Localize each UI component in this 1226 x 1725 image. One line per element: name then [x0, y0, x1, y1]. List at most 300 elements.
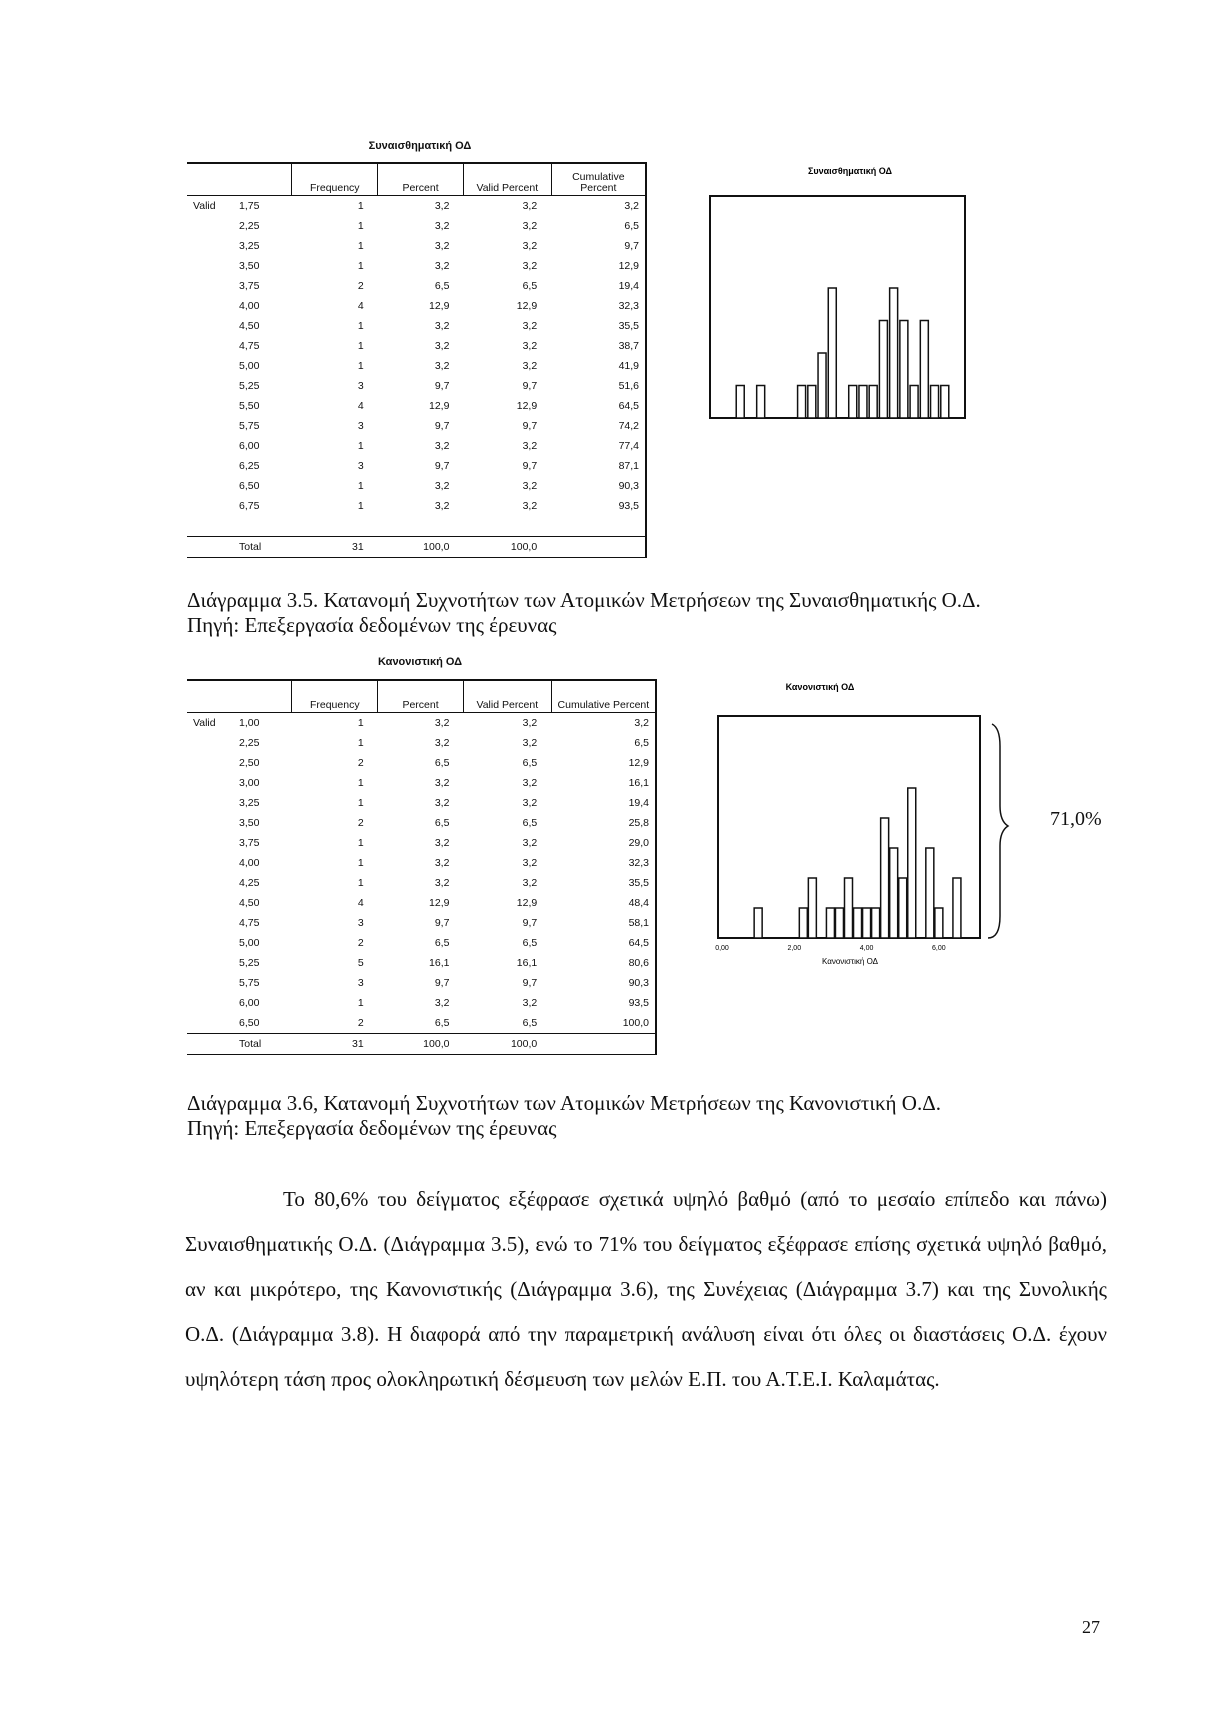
percent-cell: 3,2 [434, 877, 450, 889]
frequency-cell: 4 [357, 897, 364, 909]
histogram-bar [869, 386, 877, 419]
cumulative-cell: 12,9 [551, 753, 656, 773]
frequency-cell: 1 [357, 500, 364, 512]
row-label [187, 913, 292, 933]
cumulative-cell: 32,3 [551, 296, 646, 316]
caption1-title: Διάγραμμα 3.5. Κατανομή Συχνοτήτων των Ατομικών Μετρήσεων της Συναισθηματικής Ο.Δ. [187, 588, 981, 612]
row-label [187, 793, 292, 813]
valid-percent-cell: 3,2 [522, 440, 538, 452]
histogram-bar [798, 386, 806, 419]
table-row [187, 456, 646, 476]
table1-header-percent: Percent [378, 163, 464, 196]
percent-cell: 3,2 [434, 737, 450, 749]
cumulative-cell: 64,5 [551, 933, 656, 953]
frequency-cell: 1 [357, 240, 364, 252]
percent-cell: 3,2 [434, 440, 450, 452]
percent-cell: 6,5 [434, 1017, 450, 1029]
percent-cell: 3,2 [434, 997, 450, 1009]
table2-title: Κανονιστική ΟΔ [377, 656, 463, 668]
table-row [187, 873, 656, 893]
histogram-bar [828, 288, 836, 418]
row-label [187, 336, 292, 356]
table1-header-cumulative: Cumulative Percent [551, 163, 646, 196]
percent-cell: 3,2 [434, 260, 450, 272]
x-tick-label: 2,00 [787, 945, 802, 952]
row-label [187, 436, 292, 456]
cumulative-cell: 58,1 [551, 913, 656, 933]
total-percent: 100,0 [378, 537, 464, 558]
histogram-bar [872, 908, 880, 938]
score-value: 5,25 [239, 957, 260, 969]
percent-cell: 3,2 [434, 777, 450, 789]
score-value: 3,50 [239, 260, 260, 272]
percent-cell: 3,2 [434, 340, 450, 352]
percent-cell: 6,5 [434, 937, 450, 949]
table-row [187, 933, 656, 953]
row-label [187, 316, 292, 336]
percent-cell: 16,1 [429, 957, 450, 969]
table-row [187, 376, 646, 396]
frequency-cell: 1 [357, 717, 364, 729]
frequency-cell: 1 [357, 837, 364, 849]
score-value: 5,25 [239, 380, 260, 392]
percent-cell: 3,2 [434, 480, 450, 492]
table-row [187, 993, 656, 1013]
histogram-bar [926, 848, 934, 938]
row-label [187, 893, 292, 913]
score-value: 1,75 [239, 200, 260, 212]
valid-percent-cell: 3,2 [522, 737, 538, 749]
percent-cell: 9,7 [434, 460, 450, 472]
valid-percent-cell: 3,2 [522, 797, 538, 809]
valid-percent-cell: 3,2 [522, 717, 538, 729]
score-value: 4,50 [239, 897, 260, 909]
table-row [187, 733, 656, 753]
table-row [187, 356, 646, 376]
row-label [187, 753, 292, 773]
histogram-bar [881, 818, 889, 938]
table-row [187, 336, 646, 356]
table-row [187, 853, 656, 873]
frequency-cell: 2 [357, 757, 364, 769]
score-value: 6,50 [239, 480, 260, 492]
row-label [187, 276, 292, 296]
histogram-bar [799, 908, 807, 938]
total-frequency: 31 [292, 537, 378, 558]
histogram-bar [953, 878, 961, 938]
valid-percent-cell: 3,2 [522, 777, 538, 789]
x-axis-label: Κανονιστική ΟΔ [821, 957, 879, 966]
valid-percent-cell: 3,2 [522, 837, 538, 849]
cumulative-cell: 29,0 [551, 833, 656, 853]
row-label [187, 356, 292, 376]
score-value: 6,25 [239, 460, 260, 472]
table2-header-valid-percent: Valid Percent [463, 680, 551, 713]
percent-cell: 9,7 [434, 977, 450, 989]
frequency-cell: 1 [357, 797, 364, 809]
frequency-cell: 1 [357, 220, 364, 232]
score-value: 4,25 [239, 877, 260, 889]
percent-cell: 3,2 [434, 717, 450, 729]
table-row [187, 476, 646, 496]
caption2-source: Πηγή: Επεξεργασία δεδομένων της έρευνας [187, 1116, 557, 1140]
valid-percent-cell: 12,9 [516, 300, 538, 312]
valid-percent-cell: 3,2 [522, 200, 538, 212]
score-value: 2,50 [239, 757, 260, 769]
frequency-cell: 1 [357, 777, 364, 789]
table-row [187, 236, 646, 256]
valid-percent-cell: 9,7 [522, 977, 538, 989]
percent-cell: 9,7 [434, 380, 450, 392]
cumulative-cell: 90,3 [551, 476, 646, 496]
score-value: 3,00 [239, 777, 260, 789]
total-label: Total [187, 1034, 292, 1055]
table2-header-cumulative: Cumulative Percent [551, 680, 656, 713]
score-value: 3,75 [239, 280, 260, 292]
figure-caption-3-6 [187, 1091, 1187, 1141]
total-valid-percent: 100,0 [463, 1034, 551, 1055]
cumulative-cell: 51,6 [551, 376, 646, 396]
cumulative-cell: 3,2 [551, 196, 646, 217]
score-value: 6,00 [239, 997, 260, 1009]
row-label [187, 296, 292, 316]
row-label [187, 376, 292, 396]
valid-percent-cell: 3,2 [522, 340, 538, 352]
x-tick-label: 0,00 [715, 945, 729, 952]
percent-cell: 6,5 [434, 280, 450, 292]
percent-cell: 12,9 [429, 897, 450, 909]
cumulative-cell: 74,2 [551, 416, 646, 436]
valid-percent-cell: 9,7 [522, 460, 538, 472]
cumulative-cell: 48,4 [551, 893, 656, 913]
row-label [187, 933, 292, 953]
cumulative-cell: 19,4 [551, 276, 646, 296]
table-row [187, 316, 646, 336]
score-value: 3,25 [239, 240, 260, 252]
score-value: 5,00 [239, 937, 260, 949]
chart1-title: Συναισθηματική ΟΔ [808, 166, 892, 176]
row-label [187, 256, 292, 276]
valid-percent-cell: 3,2 [522, 240, 538, 252]
table-row [187, 296, 646, 316]
frequency-cell: 1 [357, 200, 364, 212]
frequency-table-2 [187, 679, 657, 1055]
table2-header-blank [187, 680, 292, 713]
valid-label: Valid [193, 200, 216, 212]
percent-cell: 3,2 [434, 220, 450, 232]
figure-caption-3-5 [187, 588, 1187, 638]
histogram-bar [754, 908, 762, 938]
cumulative-cell: 32,3 [551, 853, 656, 873]
valid-percent-cell: 6,5 [522, 937, 538, 949]
total-cumulative [551, 537, 646, 558]
row-label [187, 416, 292, 436]
spacer-row [187, 516, 646, 537]
frequency-cell: 1 [357, 440, 364, 452]
valid-percent-cell: 3,2 [522, 857, 538, 869]
row-label [187, 713, 292, 734]
score-value: 6,75 [239, 500, 260, 512]
frequency-cell: 3 [357, 460, 364, 472]
valid-percent-cell: 3,2 [522, 480, 538, 492]
cumulative-cell: 87,1 [551, 456, 646, 476]
cumulative-cell: 80,6 [551, 953, 656, 973]
frequency-table-1 [187, 162, 647, 558]
table-row [187, 893, 656, 913]
total-row [187, 1034, 656, 1055]
frequency-cell: 1 [357, 997, 364, 1009]
x-tick-label: 6,00 [932, 945, 946, 952]
cumulative-cell: 90,3 [551, 973, 656, 993]
row-label [187, 1013, 292, 1034]
valid-percent-cell: 3,2 [522, 500, 538, 512]
frequency-cell: 2 [357, 1017, 364, 1029]
valid-percent-cell: 3,2 [522, 320, 538, 332]
histogram-bar [890, 288, 898, 418]
histogram-bar [931, 386, 939, 419]
frequency-cell: 1 [357, 320, 364, 332]
cumulative-cell: 38,7 [551, 336, 646, 356]
score-value: 6,00 [239, 440, 260, 452]
cumulative-cell: 3,2 [551, 713, 656, 734]
cumulative-cell: 93,5 [551, 993, 656, 1013]
score-value: 3,75 [239, 837, 260, 849]
percent-cell: 9,7 [434, 917, 450, 929]
histogram-bar [920, 321, 928, 419]
valid-percent-cell: 3,2 [522, 877, 538, 889]
score-value: 6,50 [239, 1017, 260, 1029]
table-row [187, 496, 646, 516]
histogram-bar [849, 386, 857, 419]
histogram-bar [818, 353, 826, 418]
table-row [187, 813, 656, 833]
table-row [187, 396, 646, 416]
row-label [187, 993, 292, 1013]
score-value: 2,25 [239, 220, 260, 232]
frequency-cell: 4 [357, 300, 364, 312]
valid-percent-cell: 9,7 [522, 420, 538, 432]
row-label [187, 196, 292, 217]
row-label [187, 953, 292, 973]
total-frequency: 31 [292, 1034, 378, 1055]
frequency-cell: 1 [357, 360, 364, 372]
cumulative-cell: 35,5 [551, 873, 656, 893]
row-label [187, 853, 292, 873]
table-row [187, 793, 656, 813]
cumulative-cell: 9,7 [551, 236, 646, 256]
histogram-bar [859, 386, 867, 419]
histogram-chart-1 [700, 160, 1000, 460]
histogram-bar [908, 788, 916, 938]
score-value: 3,50 [239, 817, 260, 829]
valid-percent-cell: 3,2 [522, 220, 538, 232]
histogram-bar [879, 321, 887, 419]
score-value: 4,00 [239, 300, 260, 312]
table2-header-frequency: Frequency [292, 680, 378, 713]
frequency-cell: 1 [357, 857, 364, 869]
frequency-cell: 1 [357, 480, 364, 492]
frequency-cell: 3 [357, 420, 364, 432]
cumulative-cell: 93,5 [551, 496, 646, 516]
total-cumulative [551, 1034, 656, 1055]
valid-percent-cell: 6,5 [522, 1017, 538, 1029]
table-row [187, 973, 656, 993]
table-row [187, 216, 646, 236]
cumulative-cell: 19,4 [551, 793, 656, 813]
cumulative-cell: 16,1 [551, 773, 656, 793]
row-label [187, 833, 292, 853]
histogram-bar [900, 321, 908, 419]
histogram-bar [826, 908, 834, 938]
cumulative-cell: 64,5 [551, 396, 646, 416]
percent-cell: 3,2 [434, 320, 450, 332]
cumulative-cell: 100,0 [551, 1013, 656, 1034]
histogram-bar [835, 908, 843, 938]
percent-cell: 6,5 [434, 757, 450, 769]
cumulative-cell: 25,8 [551, 813, 656, 833]
valid-label: Valid [193, 717, 216, 729]
histogram-bar [910, 386, 918, 419]
percent-cell: 6,5 [434, 817, 450, 829]
table-row [187, 416, 646, 436]
row-label [187, 773, 292, 793]
frequency-cell: 5 [357, 957, 364, 969]
total-label: Total [187, 537, 292, 558]
table-row [187, 913, 656, 933]
table-row [187, 436, 646, 456]
frequency-cell: 2 [357, 937, 364, 949]
valid-percent-cell: 16,1 [516, 957, 538, 969]
valid-percent-cell: 3,2 [522, 360, 538, 372]
score-value: 5,75 [239, 977, 260, 989]
chart2-title: Κανονιστική ΟΔ [785, 682, 855, 692]
histogram-bar [845, 878, 853, 938]
percent-cell: 3,2 [434, 360, 450, 372]
frequency-cell: 3 [357, 917, 364, 929]
total-row [187, 537, 646, 558]
cumulative-cell: 77,4 [551, 436, 646, 456]
bracket-percentage-label: 71,0% [1050, 808, 1102, 830]
frequency-cell: 1 [357, 340, 364, 352]
frequency-cell: 2 [357, 817, 364, 829]
frequency-cell: 1 [357, 877, 364, 889]
valid-percent-cell: 6,5 [522, 817, 538, 829]
row-label [187, 216, 292, 236]
cumulative-cell: 6,5 [551, 733, 656, 753]
score-value: 4,75 [239, 340, 260, 352]
histogram-bar [736, 386, 744, 419]
frequency-cell: 3 [357, 977, 364, 989]
table-row [187, 833, 656, 853]
table-row [187, 753, 656, 773]
row-label [187, 476, 292, 496]
percentage-bracket [988, 724, 1008, 938]
frequency-cell: 3 [357, 380, 364, 392]
valid-percent-cell: 9,7 [522, 917, 538, 929]
histogram-bar [863, 908, 871, 938]
valid-percent-cell: 9,7 [522, 380, 538, 392]
page-number: 27 [1082, 1617, 1100, 1637]
score-value: 5,75 [239, 420, 260, 432]
total-valid-percent: 100,0 [463, 537, 551, 558]
valid-percent-cell: 3,2 [522, 260, 538, 272]
table-row [187, 713, 656, 734]
row-label [187, 733, 292, 753]
valid-percent-cell: 6,5 [522, 757, 538, 769]
cumulative-cell: 41,9 [551, 356, 646, 376]
score-value: 4,75 [239, 917, 260, 929]
table2-header-percent: Percent [378, 680, 464, 713]
histogram-bar [890, 848, 898, 938]
histogram-chart-2 [700, 676, 1030, 976]
table1-header-blank [187, 163, 292, 196]
frequency-cell: 2 [357, 280, 364, 292]
table1-header-valid-percent: Valid Percent [463, 163, 551, 196]
table-row [187, 1013, 656, 1034]
cumulative-cell: 12,9 [551, 256, 646, 276]
valid-percent-cell: 3,2 [522, 997, 538, 1009]
table-row [187, 773, 656, 793]
table-row [187, 256, 646, 276]
row-label [187, 973, 292, 993]
valid-percent-cell: 12,9 [516, 897, 538, 909]
histogram-bar [854, 908, 862, 938]
histogram-bar [808, 386, 816, 419]
histogram-bar [935, 908, 943, 938]
caption1-source: Πηγή: Επεξεργασία δεδομένων της έρευνας [187, 613, 557, 637]
table1-header-frequency: Frequency [292, 163, 378, 196]
histogram-bar [899, 878, 907, 938]
score-value: 4,50 [239, 320, 260, 332]
caption2-title: Διάγραμμα 3.6, Κατανομή Συχνοτήτων των Ατομικών Μετρήσεων της Κανονιστική Ο.Δ. [187, 1091, 941, 1115]
histogram-bar [941, 386, 949, 419]
row-label [187, 813, 292, 833]
percent-cell: 9,7 [434, 420, 450, 432]
row-label [187, 456, 292, 476]
row-label [187, 396, 292, 416]
valid-percent-cell: 12,9 [516, 400, 538, 412]
histogram-bar [808, 878, 816, 938]
percent-cell: 3,2 [434, 500, 450, 512]
table-row [187, 276, 646, 296]
frequency-cell: 4 [357, 400, 364, 412]
row-label [187, 496, 292, 516]
percent-cell: 3,2 [434, 200, 450, 212]
percent-cell: 3,2 [434, 240, 450, 252]
x-tick-label: 4,00 [859, 945, 874, 952]
score-value: 4,00 [239, 857, 260, 869]
histogram-bar [757, 386, 765, 419]
row-label [187, 236, 292, 256]
score-value: 2,25 [239, 737, 260, 749]
cumulative-cell: 6,5 [551, 216, 646, 236]
score-value: 5,00 [239, 360, 260, 372]
valid-percent-cell: 6,5 [522, 280, 538, 292]
percent-cell: 12,9 [429, 300, 450, 312]
cumulative-cell: 35,5 [551, 316, 646, 336]
score-value: 1,00 [239, 717, 260, 729]
table1-title: Συναισθηματική ΟΔ [368, 140, 472, 152]
body-paragraph: Το 80,6% του δείγματος εξέφρασε σχετικά υψηλό βαθμό (από το μεσαίο επίπεδο και πάνω) Συναισθηματικής Ο.Δ. (Διάγραμμα 3.5), ενώ το 71% του δείγματος εξέφρασε επίσης σχετικά υψηλό βαθμό, αν και μικρότερο, της Κανονιστικής (Διάγραμμα 3.6), της Συνέχειας (Διάγραμμα 3.7) και της Συνολικής Ο.Δ. (Διάγραμμα 3.8). Η διαφορά από την παραμετρική ανάλυση είναι ότι όλες οι διαστάσεις Ο.Δ. έχουν υψηλότερη τάση προς ολοκληρωτική δέσμευση των μελών Ε.Π. του Α.Τ.Ε.Ι. Καλαμάτας. [185, 1187, 1107, 1391]
percent-cell: 3,2 [434, 857, 450, 869]
row-label [187, 873, 292, 893]
percent-cell: 3,2 [434, 837, 450, 849]
percent-cell: 12,9 [429, 400, 450, 412]
score-value: 3,25 [239, 797, 260, 809]
score-value: 5,50 [239, 400, 260, 412]
frequency-cell: 1 [357, 737, 364, 749]
table-row [187, 953, 656, 973]
